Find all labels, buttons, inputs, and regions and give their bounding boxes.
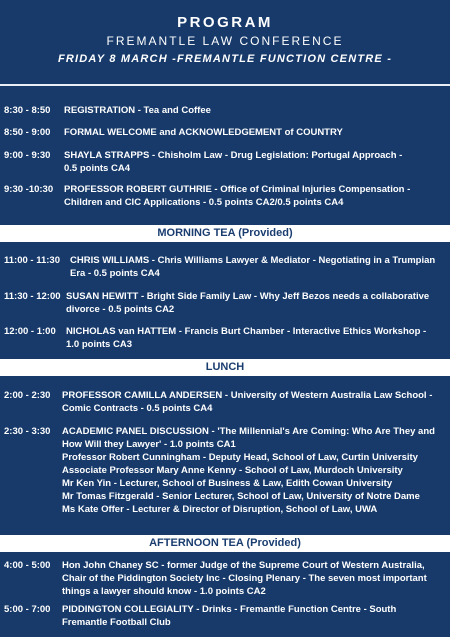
session-line: PROFESSOR ROBERT GUTHRIE - Office of Criminal Injuries Compensation - (64, 184, 411, 195)
session-description (66, 290, 442, 316)
session-line: 0.5 points CA4 (64, 163, 130, 174)
session-line: REGISTRATION - Tea and Coffee (64, 105, 211, 116)
session-time: 11:30 - 12:00 (4, 291, 61, 302)
session-description (62, 389, 442, 415)
session-time: 8:30 - 8:50 (4, 105, 51, 116)
session-time: 5:00 - 7:00 (4, 604, 51, 615)
session-line: PROFESSOR CAMILLA ANDERSEN - University of Western Australia Law School - (62, 390, 433, 401)
session-line: Chair of the Piddington Society Inc - Closing Plenary - The seven most important (62, 573, 427, 584)
session-description (64, 149, 442, 175)
session-line: SHAYLA STRAPPS - Chisholm Law - Drug Legislation: Portugal Approach - (64, 150, 403, 161)
session-line: Mr Tomas Fitzgerald - Senior Lecturer, School of Law, University of Notre Dame (62, 491, 420, 502)
session-description (70, 254, 442, 280)
session-line: Hon John Chaney SC - former Judge of the Supreme Court of Western Australia, (62, 560, 425, 571)
session-line: SUSAN HEWITT - Bright Side Family Law - Why Jeff Bezos needs a collaborative (66, 291, 430, 302)
session-line: NICHOLAS van HATTEM - Francis Burt Chamber - Interactive Ethics Workshop - (66, 326, 427, 337)
session-description (62, 425, 442, 516)
session-time: 11:00 - 11:30 (4, 255, 60, 266)
session-description (64, 104, 442, 117)
session-description (66, 325, 442, 351)
session-time: 2:00 - 2:30 (4, 390, 51, 401)
session-line: divorce - 0.5 points CA2 (66, 304, 175, 315)
session-description (62, 559, 442, 598)
session-time: 9:00 - 9:30 (4, 150, 51, 161)
header-divider (0, 84, 450, 86)
session-line: things a lawyer should know - 1.0 points CA2 (62, 586, 266, 597)
session-line: FORMAL WELCOME and ACKNOWLEDGEMENT of COUNTRY (64, 127, 343, 138)
session-time: 9:30 -10:30 (4, 184, 54, 195)
afternoon-tea-banner: AFTERNOON TEA (Provided) (0, 535, 450, 552)
session-line: How Will they Lawyer' - 1.0 points CA1 (62, 439, 236, 450)
session-line: Fremantle Football Club (62, 617, 171, 628)
session-line: Professor Robert Cunningham - Deputy Head, School of Law, Curtin University (62, 452, 418, 463)
lunch-banner: LUNCH (0, 359, 450, 376)
morning-tea-banner: MORNING TEA (Provided) (0, 225, 450, 242)
program-header (0, 0, 450, 66)
session-line: Era - 0.5 points CA4 (70, 268, 160, 279)
session-line: ACADEMIC PANEL DISCUSSION - 'The Millennial's Are Coming: Who Are They and (62, 426, 435, 437)
conference-name: FREMANTLE LAW CONFERENCE (106, 34, 344, 48)
session-description (62, 603, 442, 629)
session-line: 1.0 points CA3 (66, 339, 132, 350)
session-time: 4:00 - 5:00 (4, 560, 51, 571)
session-line: Mr Ken Yin - Lecturer, School of Business & Law, Edith Cowan University (62, 478, 393, 489)
session-line: PIDDINGTON COLLEGIALITY - Drinks - Fremantle Function Centre - South (62, 604, 397, 615)
program-title: PROGRAM (177, 14, 273, 31)
session-time: 2:30 - 3:30 (4, 426, 51, 437)
session-line: Ms Kate Offer - Lecturer & Director of Disruption, School of Law, UWA (62, 504, 378, 515)
session-description (64, 183, 442, 209)
session-line: Associate Professor Mary Anne Kenny - School of Law, Murdoch University (62, 465, 403, 476)
session-description (64, 126, 442, 139)
session-line: Comic Contracts - 0.5 points CA4 (62, 403, 213, 414)
session-line: Children and CIC Applications - 0.5 points CA2/0.5 points CA4 (64, 197, 344, 208)
session-time: 8:50 - 9:00 (4, 127, 51, 138)
date-venue: FRIDAY 8 MARCH -FREMANTLE FUNCTION CENTRE - (57, 53, 393, 65)
session-line: CHRIS WILLIAMS - Chris Williams Lawyer & Mediator - Negotiating in a Trumpian (70, 255, 436, 266)
session-time: 12:00 - 1:00 (4, 326, 56, 337)
